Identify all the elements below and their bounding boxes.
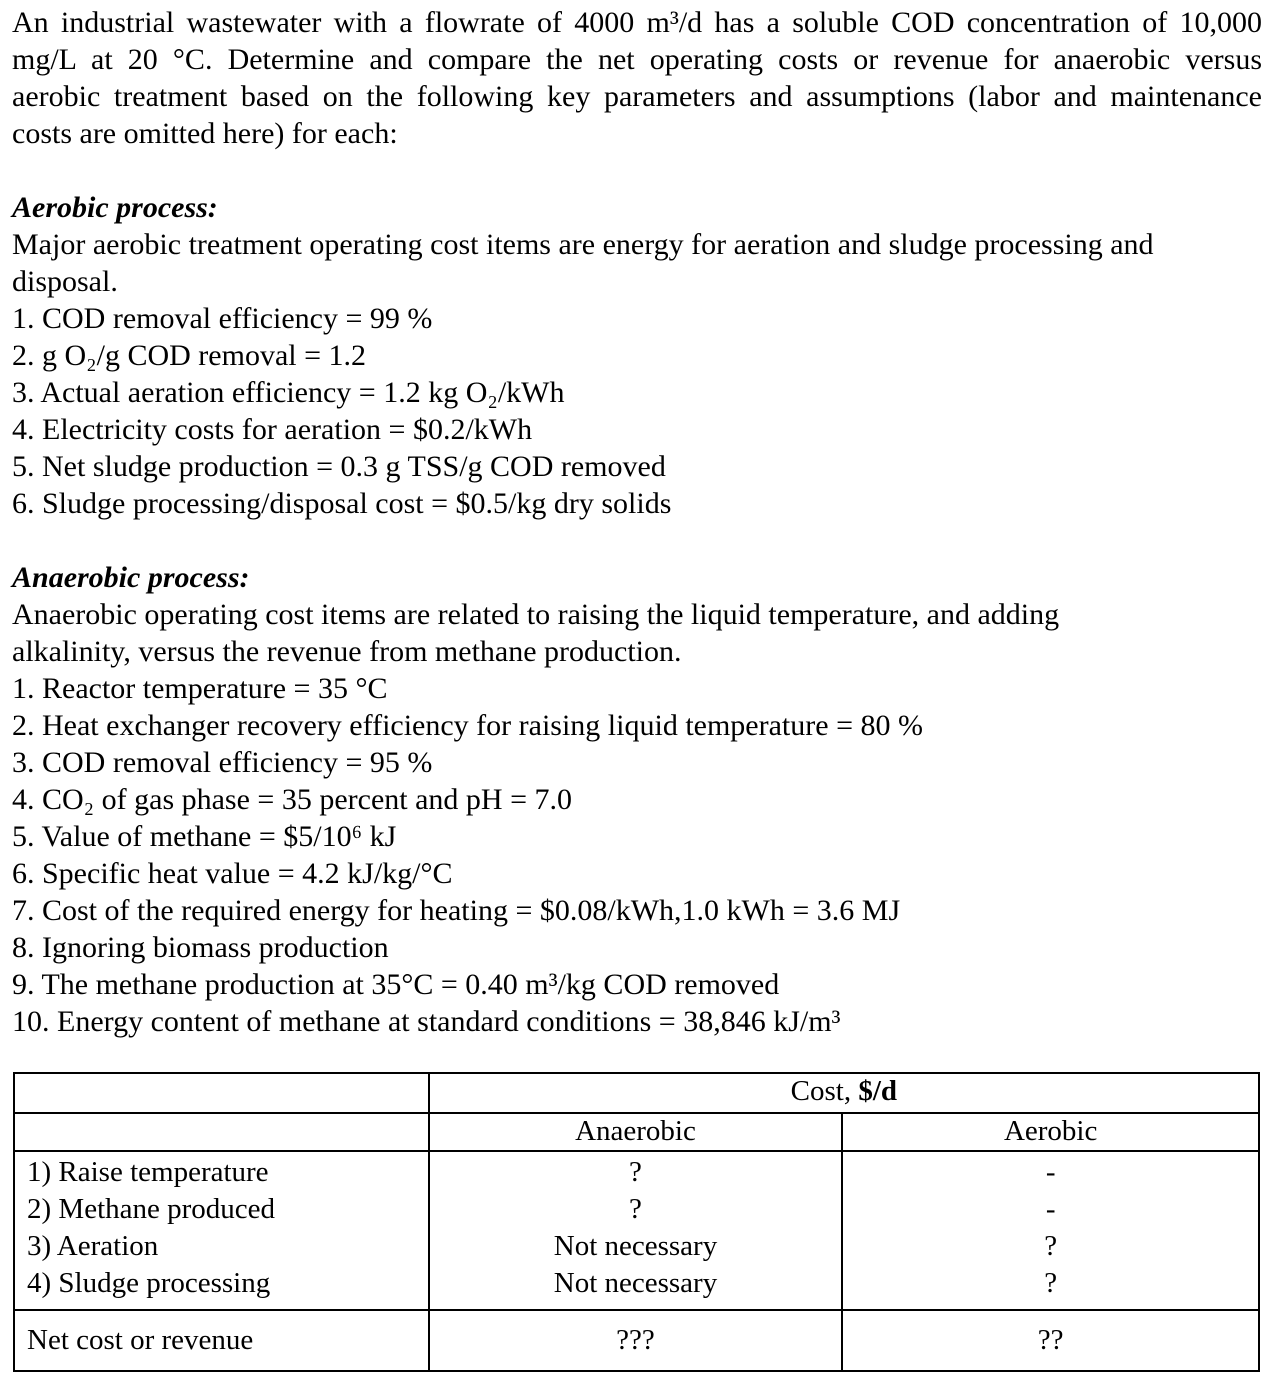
list-item: 7. Cost of the required energy for heating = $0.08/kWh,1.0 kWh = 3.6 MJ [12, 894, 901, 927]
table-subheader-row [14, 1113, 1259, 1151]
anaerobic-parameter-list [12, 670, 1262, 1040]
aerobic-cell: - [1045, 1156, 1056, 1188]
list-item: 2. Heat exchanger recovery efficiency for raising liquid temperature = 80 % [12, 709, 923, 742]
cost-comparison-table [13, 1072, 1260, 1372]
list-item: 2. g O₂/g COD removal = 1.2 [12, 339, 367, 372]
list-item: 3. COD removal efficiency = 95 % [12, 746, 433, 779]
list-item: 6. Sludge processing/disposal cost = $0.5/kg dry solids [12, 487, 672, 520]
list-item: 1. Reactor temperature = 35 °C [12, 672, 388, 705]
row-label: 4) Sludge processing [27, 1267, 271, 1299]
aerobic-cell: ? [1044, 1267, 1058, 1299]
list-item: 6. Specific heat value = 4.2 kJ/kg/°C [12, 857, 453, 890]
intro-line: mg/L at 20 °C. Determine and compare the net operating costs or revenue for anaerobic versus [12, 43, 1262, 76]
table-header-row [14, 1073, 1259, 1113]
aerobic-column-header: Aerobic [842, 1113, 1259, 1151]
empty-subheader-cell [14, 1113, 429, 1151]
anaerobic-cell: Not necessary [553, 1230, 718, 1262]
list-item: 10. Energy content of methane at standard conditions = 38,846 kJ/m³ [12, 1005, 841, 1038]
list-item: 8. Ignoring biomass production [12, 931, 389, 964]
anaerobic-section-title: Anaerobic process: [12, 561, 250, 594]
anaerobic-cell: ? [629, 1193, 642, 1225]
cost-header-prefix: Cost, [790, 1075, 859, 1107]
cost-header [429, 1073, 1259, 1113]
aerobic-values [842, 1151, 1259, 1310]
anaerobic-column-header: Anaerobic [429, 1113, 843, 1151]
net-cost-label: Net cost or revenue [14, 1310, 429, 1371]
empty-header-cell [14, 1073, 429, 1113]
aerobic-cell: ? [1044, 1230, 1058, 1262]
intro-line: costs are omitted here) for each: [12, 117, 398, 150]
list-item: 5. Value of methane = $5/10⁶ kJ [12, 820, 397, 853]
net-cost-row [14, 1310, 1259, 1371]
aerobic-section-title: Aerobic process: [12, 191, 218, 224]
anaerobic-values [429, 1151, 843, 1310]
aerobic-cell: - [1045, 1193, 1056, 1225]
net-anaerobic-value: ??? [429, 1310, 843, 1371]
description-line: Anaerobic operating cost items are related to raising the liquid temperature, and adding [12, 598, 1060, 631]
anaerobic-cell: ? [629, 1156, 642, 1188]
cost-item-labels [14, 1151, 429, 1310]
row-label: 1) Raise temperature [27, 1156, 269, 1188]
list-item: 3. Actual aeration efficiency = 1.2 kg O₂/kWh [12, 376, 565, 409]
net-aerobic-value: ?? [842, 1310, 1259, 1371]
table-row [14, 1151, 1259, 1310]
anaerobic-cell: Not necessary [553, 1267, 718, 1299]
problem-document [12, 4, 1262, 1040]
aerobic-parameter-list [12, 300, 1262, 522]
aerobic-description: Major aerobic treatment operating cost items are energy for aeration and sludge processing and disposal. [12, 228, 1154, 298]
list-item: 5. Net sludge production = 0.3 g TSS/g COD removed [12, 450, 666, 483]
intro-line: aerobic treatment based on the following key parameters and assumptions (labor and maintenance [12, 80, 1262, 113]
row-label: 2) Methane produced [27, 1193, 276, 1225]
problem-statement [12, 4, 1262, 152]
description-line: alkalinity, versus the revenue from methane production. [12, 635, 682, 668]
list-item: 4. Electricity costs for aeration = $0.2/kWh [12, 413, 533, 446]
row-label: 3) Aeration [27, 1230, 159, 1262]
list-item: 4. CO₂ of gas phase = 35 percent and pH = 7.0 [12, 783, 573, 816]
list-item: 9. The methane production at 35°C = 0.40 m³/kg COD removed [12, 968, 780, 1001]
intro-line: An industrial wastewater with a flowrate of 4000 m³/d has a soluble COD concentration of 10,000 [12, 6, 1262, 39]
list-item: 1. COD removal efficiency = 99 % [12, 302, 433, 335]
anaerobic-description [12, 596, 1262, 670]
cost-header-unit: $/d [858, 1075, 898, 1107]
